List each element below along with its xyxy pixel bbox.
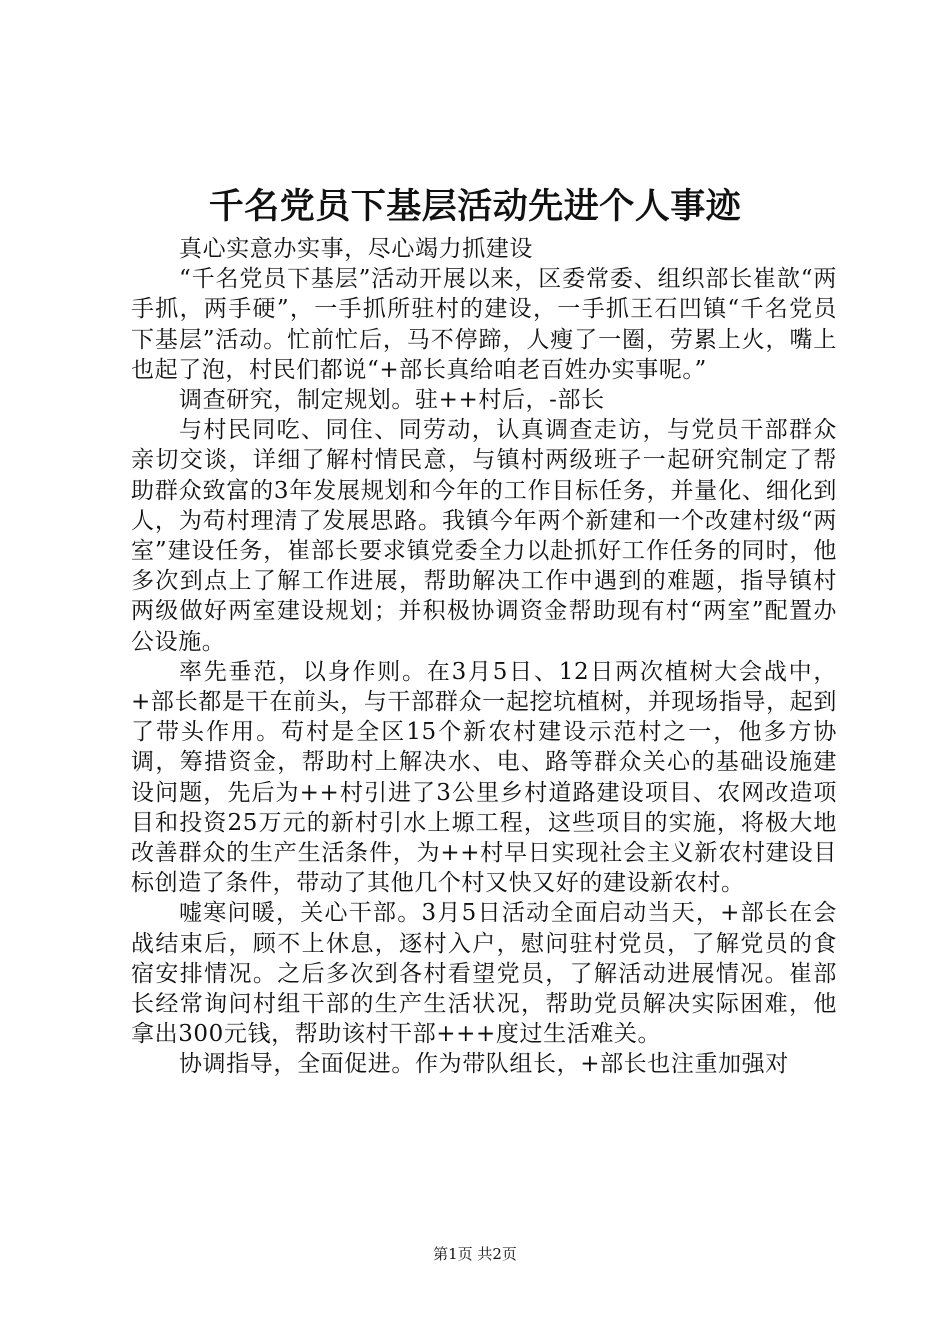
paragraph-intro: “千名党员下基层”活动开展以来，区委常委、组织部长崔歆“两手抓，两手硬”，一手抓所驻村的建设，一手抓王石凹镇“千名党员下基层”活动。忙前忙后，马不停蹄，人瘦了一圈，劳累上火，嘴上也起了泡，村民们都说“+部长真给咱老百姓办实事呢。” bbox=[131, 266, 837, 383]
document-title: 千名党员下基层活动先进个人事迹 bbox=[208, 186, 742, 227]
paragraph-care-for-cadres: 嘘寒问暖，关心干部。3月5日活动全面启动当天，+部长在会战结束后，顾不上休息，逐村入户，慰问驻村党员，了解党员的食宿安排情况。之后多次到各村看望党员，了解活动进展情况。崔部长经常询问村组干部的生产生活状况，帮助党员解决实际困难，他拿出300元钱，帮助该村干部+++度过生活难关。 bbox=[131, 900, 837, 1048]
paragraph-research-body: 与村民同吃、同住、同劳动，认真调查走访，与党员干部群众亲切交谈，详细了解村情民意，与镇村两级班子一起研究制定了帮助群众致富的3年发展规划和今年的工作目标任务，并量化、细化到人，为苟村理清了发展思路。我镇今年两个新建和一个改建村级“两室”建设任务，崔部长要求镇党委全力以赴抓好工作任务的同时，他多次到点上了解工作进展，帮助解决工作中遇到的难题，指导镇村两级做好两室建设规划；并积极协调资金帮助现有村“两室”配置办公设施。 bbox=[131, 417, 837, 655]
paragraph-lead-by-example: 率先垂范，以身作则。在3月5日、12日两次植树大会战中，+部长都是干在前头，与干部群众一起挖坑植树，并现场指导，起到了带头作用。苟村是全区15个新农村建设示范村之一，他多方协调，筹措资金，帮助村上解决水、电、路等群众关心的基础设施建设问题，先后为++村引进了3公里乡村道路建设项目、农网改造项目和投资25万元的新村引水上塬工程，这些项目的实施，将极大地改善群众的生产生活条件，为++村早日实现社会主义新农村建设目标创造了条件，带动了其他几个村又快又好的建设新农村。 bbox=[131, 658, 837, 897]
page-number-footer: 第1页 共2页 bbox=[433, 1245, 517, 1263]
paragraph-subtitle: 真心实意办实事，尽心竭力抓建设 bbox=[179, 236, 533, 262]
document-body bbox=[131, 234, 837, 1080]
paragraph-research-heading: 调查研究，制定规划。驻++村后，-部长 bbox=[179, 387, 605, 414]
paragraph-coordination: 协调指导，全面促进。作为带队组长，+部长也注重加强对 bbox=[179, 1051, 789, 1078]
